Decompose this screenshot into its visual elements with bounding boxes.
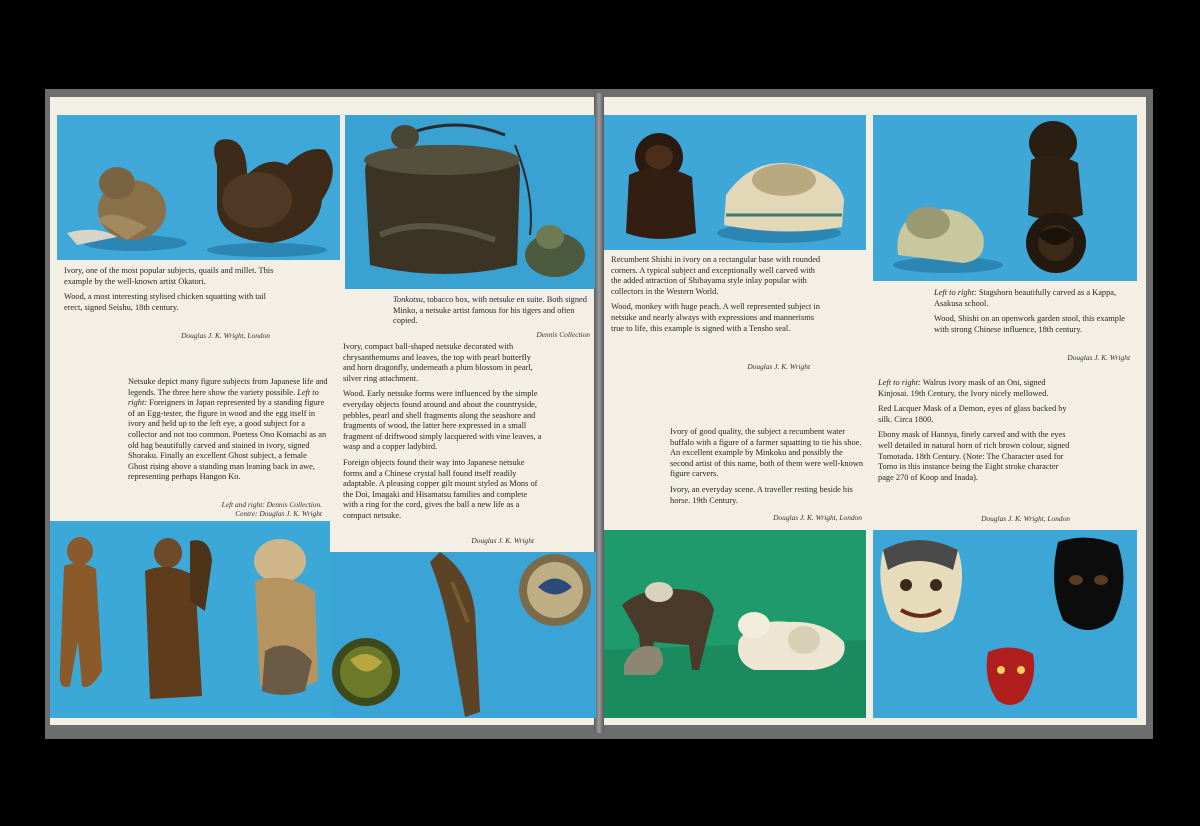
photo-buffalo-horse	[604, 530, 866, 718]
figures-text: Foreigners in Japan represented by a standing figure of an Egg-tester, the figure in wood and the egg itself in ivory and held up to the left eye, a good subject for a collector and not too common. Poetess Ono Komachi as an old hag beautifully carved and stained in ivory, signed Shoraku. Finally an excellent Ghost subject, a female Ghost rising above a standing man leaning back in awe, representing perhaps Hangon Ko.	[128, 398, 327, 482]
monkey-text: Wood, monkey with huge peach. A well represented subject in netsuke and nearly always with expressions and mannerisms true to life, this example is signed with a Tensho seal.	[611, 302, 820, 333]
kappa-stool-caption	[934, 288, 1134, 340]
foreign-credit: Douglas J. K. Wright	[471, 536, 534, 545]
walrus-text-line	[878, 378, 1074, 399]
masks-caption	[878, 378, 1074, 488]
figures-intro: Netsuke depict many figure subjects from Japanese life and legends. The three here show the variety possible.	[128, 377, 328, 397]
photo-masks	[873, 530, 1137, 718]
photo-ball-driftwood	[330, 552, 596, 718]
masks-credit: Douglas J. K. Wright, London	[981, 514, 1070, 523]
figures-caption	[128, 377, 328, 483]
walrus-text: Walrus ivory mask of an Oni, signed Kinjosai. 19th Century, the Ivory nicely mellowed.	[878, 378, 1049, 398]
tonkotsu-credit: Dennis Collection	[536, 330, 590, 339]
buffalo-traveller-caption	[670, 427, 868, 511]
shishi-text: Recumbent Shishi in ivory on a rectangular base with rounded corners. A typical subject and exceptionally well carved with the added attraction of Shibayama style inlay popular with collectors in the Western World.	[611, 255, 821, 296]
traveller-credit: Douglas J. K. Wright, London	[773, 513, 862, 522]
figures-ltr: Left to right:	[128, 387, 319, 408]
stool-credit: Douglas J. K. Wright	[1067, 353, 1130, 362]
buffalo-text: Ivory of good quality, the subject a recumbent water buffalo with a figure of a farmer squatting to tie his shoe. An excellent example by Minkoku and possibly the second artist of this name, both of them were well-known figure carvers.	[670, 427, 864, 479]
photo-tonkotsu	[345, 115, 595, 289]
monkey-credit: Douglas J. K. Wright	[747, 362, 810, 371]
masks-ltr: Left to right:	[878, 378, 921, 387]
ball-wood-foreign-captions	[343, 342, 543, 527]
ivory-ball-text: Ivory, compact ball-shaped netsuke decorated with chrysanthemums and leaves, the top with pearl butterfly and horn dragonfly, underneath a plum blossom in pearl, silver ring attachment.	[343, 342, 533, 383]
traveller-text: Ivory, an everyday scene. A traveller resting beside his horse. 19th Century.	[670, 484, 853, 505]
ebony-text: Ebony mask of Hannya, finely carved and with the eyes well detailed in natural horn of rich brown colour, signed Tomotada. 18th Century.	[878, 430, 1070, 461]
figures-credit-2: Centre: Douglas J. K. Wright	[235, 509, 322, 519]
quails-caption	[64, 266, 274, 318]
photo-monkey-shishi	[604, 115, 866, 250]
photo-kappa-shishi-stool	[873, 115, 1137, 281]
photo-figures	[50, 521, 330, 718]
quails-credit: Douglas J. K. Wright, London	[181, 331, 270, 340]
figures-credit	[150, 500, 322, 519]
wood-text: Wood. Early netsuke forms were influenced by the simple everyday objects found around and about the countryside, pebbles, pearl and shell fragments along the seashore and fragments of wood, the latter here expressed in a small fragment of driftwood simply lacquered with vine leaves, a wasp and a copper ladybird.	[343, 389, 542, 452]
quails-caption-1: Ivory, one of the most popular subjects, quails and millet. This example by the well-known artist Okatori.	[64, 266, 274, 286]
kappa-text-line	[934, 288, 1134, 309]
tonkotsu-text: tobacco box, with netsuke en suite. Both signed Minko, a netsuke artist famous for his tigers and often copied.	[393, 295, 587, 326]
foreign-text: Foreign objects found their way into Japanese netsuke forms and a Chinese crystal ball found itself readily adaptable. A pleasing copper gilt mount styled as Mons of the Doi, Imagaki and Hisamatsu families and complete with a ring for the cord, gives the ball a new life as a compact netsuke.	[343, 457, 538, 520]
red-mask-text: Red Lacquer Mask of a Demon, eyes of glass backed by silk. Circa 1800.	[878, 404, 1067, 424]
ebony-text-line	[878, 430, 1074, 483]
shishi-monkey-caption	[611, 255, 823, 339]
kappa-ltr: Left to right:	[934, 288, 977, 297]
stool-text: Wood, Shishi on an openwork garden stool, this example with strong Chinese influence, 18th century.	[934, 314, 1125, 334]
note-text: (Note: The Character used for Tomo in this instance being the Eight stroke character page 270 of Koop and Inada).	[878, 451, 1064, 482]
kappa-text: Stagshorn beautifully carved as a Kappa, Asakusa school.	[934, 288, 1117, 308]
quails-caption-2: Wood, a most interesting stylised chicken squatting with tail erect, signed Seishu, 18th century.	[64, 292, 266, 312]
photo-quails-chicken	[57, 115, 340, 260]
tonkotsu-caption	[393, 295, 591, 327]
figures-credit-1: Left and right: Dennis Collection.	[221, 500, 322, 509]
tonkotsu-title: Tonkotsu,	[393, 295, 426, 304]
